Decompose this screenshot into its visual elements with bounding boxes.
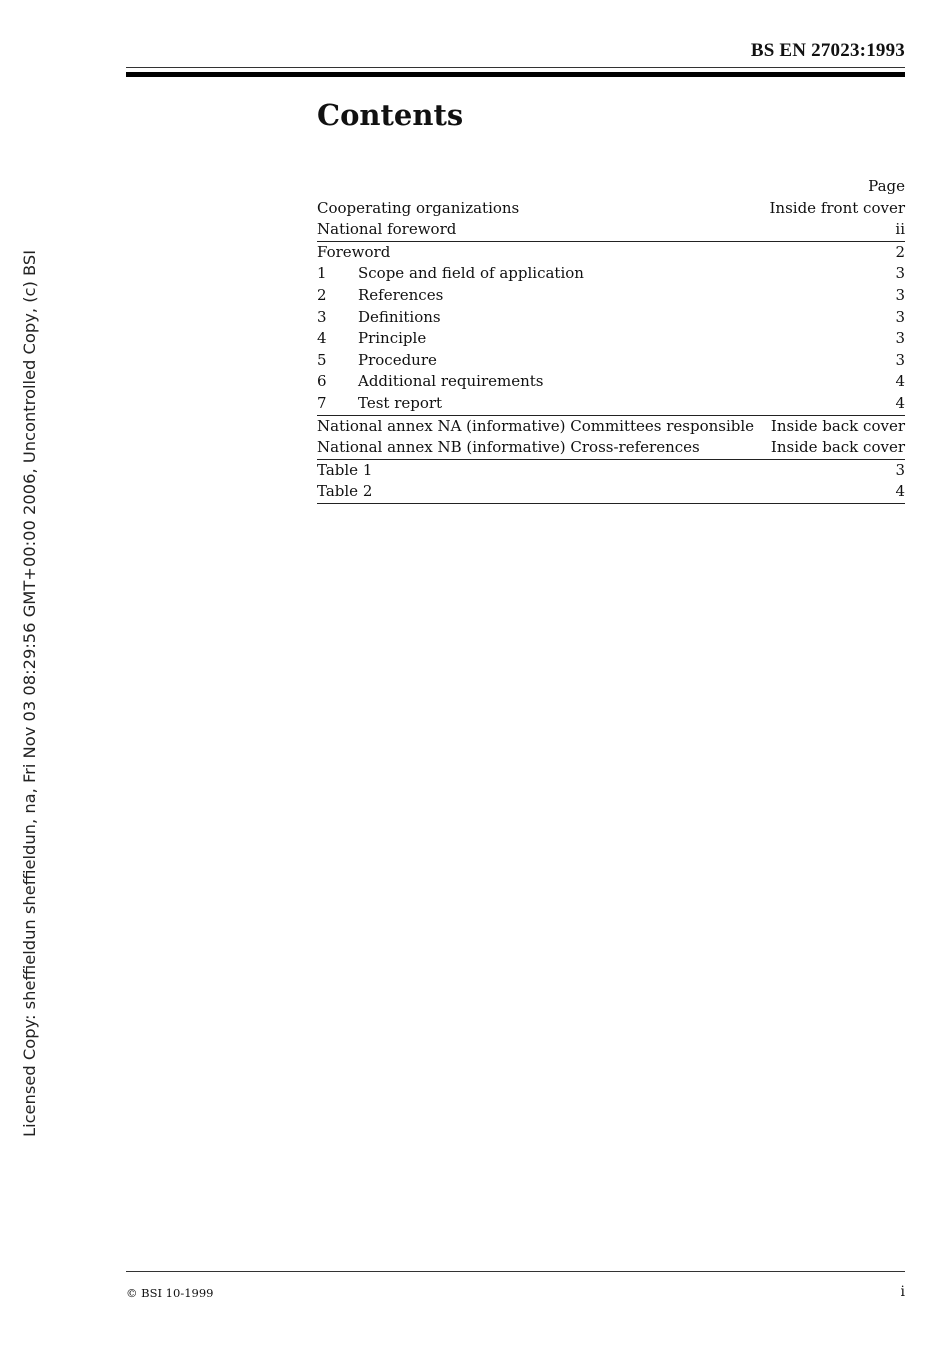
toc-entry-page: 4 bbox=[895, 372, 905, 391]
toc-row[interactable] bbox=[317, 285, 905, 307]
toc-entry-page: 4 bbox=[895, 393, 905, 412]
toc-entry-page: Inside back cover bbox=[770, 438, 905, 457]
toc-entry-label: Definitions bbox=[358, 307, 441, 326]
toc-entry-page: 3 bbox=[895, 460, 905, 479]
toc-entry-number: 7 bbox=[317, 393, 327, 412]
toc-row[interactable] bbox=[317, 198, 905, 220]
toc-entry-label: References bbox=[358, 285, 444, 304]
toc-entry-label: Foreword bbox=[317, 242, 391, 261]
standard-number: BS EN 27023:1993 bbox=[750, 40, 905, 61]
toc-entry-page: 3 bbox=[895, 307, 905, 326]
toc-entry-page: ii bbox=[895, 220, 905, 239]
header-rule-thick bbox=[126, 72, 905, 77]
toc-row[interactable] bbox=[317, 350, 905, 372]
header-rule-thin bbox=[126, 67, 905, 68]
toc-entry-page: 3 bbox=[895, 350, 905, 369]
toc-entry-number: 4 bbox=[317, 329, 327, 348]
toc-entry-label: Procedure bbox=[358, 350, 437, 369]
toc-entry-number: 2 bbox=[317, 285, 327, 304]
toc-entry-label: National annex NB (informative) Cross-references bbox=[317, 438, 700, 457]
toc-row[interactable] bbox=[317, 219, 905, 241]
toc-entry-page: 2 bbox=[895, 242, 905, 261]
toc-entry-page: 4 bbox=[895, 482, 905, 501]
toc-entry-number: 1 bbox=[317, 264, 327, 283]
footer-page-number: i bbox=[900, 1284, 905, 1300]
footer-rule bbox=[126, 1271, 905, 1272]
toc-entry-number: 3 bbox=[317, 307, 327, 326]
toc-entry-label: Additional requirements bbox=[358, 372, 544, 391]
toc-entry-label: Test report bbox=[358, 393, 443, 412]
toc-entry-page: 3 bbox=[895, 285, 905, 304]
toc-row[interactable] bbox=[317, 263, 905, 285]
toc-row[interactable] bbox=[317, 415, 905, 438]
toc-row[interactable] bbox=[317, 481, 905, 504]
toc-row[interactable] bbox=[317, 241, 905, 264]
toc-entry-number: 6 bbox=[317, 372, 327, 391]
toc-row[interactable] bbox=[317, 437, 905, 459]
toc-entry-label: National foreword bbox=[317, 220, 457, 239]
toc-entry-label: Scope and field of application bbox=[358, 264, 584, 283]
toc-entry-page: 3 bbox=[895, 329, 905, 348]
toc-entry-label: Table 1 bbox=[317, 460, 373, 479]
page-column-label: Page bbox=[868, 177, 905, 195]
toc-row[interactable] bbox=[317, 393, 905, 415]
toc-entry-label: Cooperating organizations bbox=[317, 198, 520, 217]
license-notice: Licensed Copy: sheffieldun sheffieldun, na, Fri Nov 03 08:29:56 GMT+00:00 2006, Uncontrolled Copy, (c) BSI bbox=[20, 249, 39, 1137]
footer-copyright: © BSI 10-1999 bbox=[126, 1286, 214, 1300]
toc-entry-page: Inside front cover bbox=[769, 198, 905, 217]
page-title: Contents bbox=[317, 98, 464, 132]
toc-entry-page: Inside back cover bbox=[770, 416, 905, 435]
toc-row[interactable] bbox=[317, 371, 905, 393]
toc-row[interactable] bbox=[317, 307, 905, 329]
toc-entry-label: National annex NA (informative) Committees responsible bbox=[317, 416, 755, 435]
toc-entry-number: 5 bbox=[317, 350, 327, 369]
toc-row[interactable] bbox=[317, 328, 905, 350]
table-of-contents bbox=[317, 176, 905, 504]
toc-entry-label: Table 2 bbox=[317, 482, 373, 501]
toc-entry-label: Principle bbox=[358, 329, 427, 348]
toc-entry-page: 3 bbox=[895, 264, 905, 283]
toc-row[interactable] bbox=[317, 459, 905, 482]
